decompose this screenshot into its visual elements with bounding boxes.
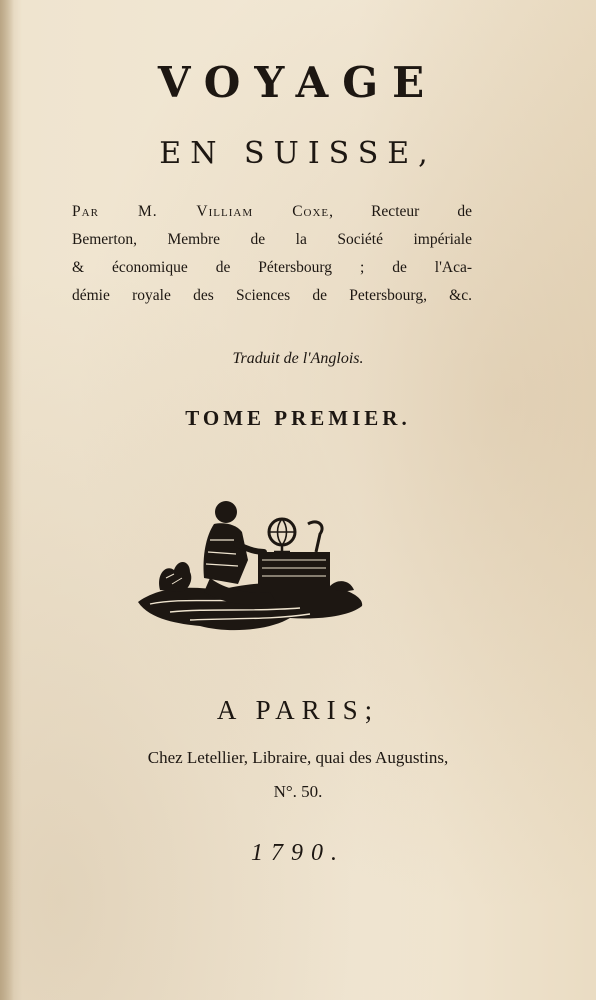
engraved-vignette-icon xyxy=(130,494,370,644)
byline-line-4: démie royale des Sciences de Petersbourg, &c. xyxy=(72,287,472,304)
byline-line-3: & économique de Pétersbourg ; de l'Aca- xyxy=(72,259,472,276)
byline-line-1-suffix: , Recteur de xyxy=(329,203,472,220)
publisher-line: Chez Letellier, Libraire, quai des Augustins, xyxy=(147,748,449,767)
author-name: Par M. Villiam Coxe xyxy=(72,203,330,220)
place-of-publication: A PARIS; xyxy=(216,695,380,725)
publication-year: 1790. xyxy=(251,840,345,866)
author-byline xyxy=(72,198,472,310)
book-title: VOYAGE xyxy=(157,58,439,107)
publisher-number: N°. 50. xyxy=(273,782,323,801)
volume-label: TOME PREMIER. xyxy=(185,406,411,430)
book-subtitle: EN SUISSE, xyxy=(159,136,437,171)
byline-line-2: Bemerton, Membre de la Société impériale xyxy=(72,231,472,248)
byline-line-1 xyxy=(72,198,472,226)
translation-note: Traduit de l'Anglois. xyxy=(232,350,364,367)
